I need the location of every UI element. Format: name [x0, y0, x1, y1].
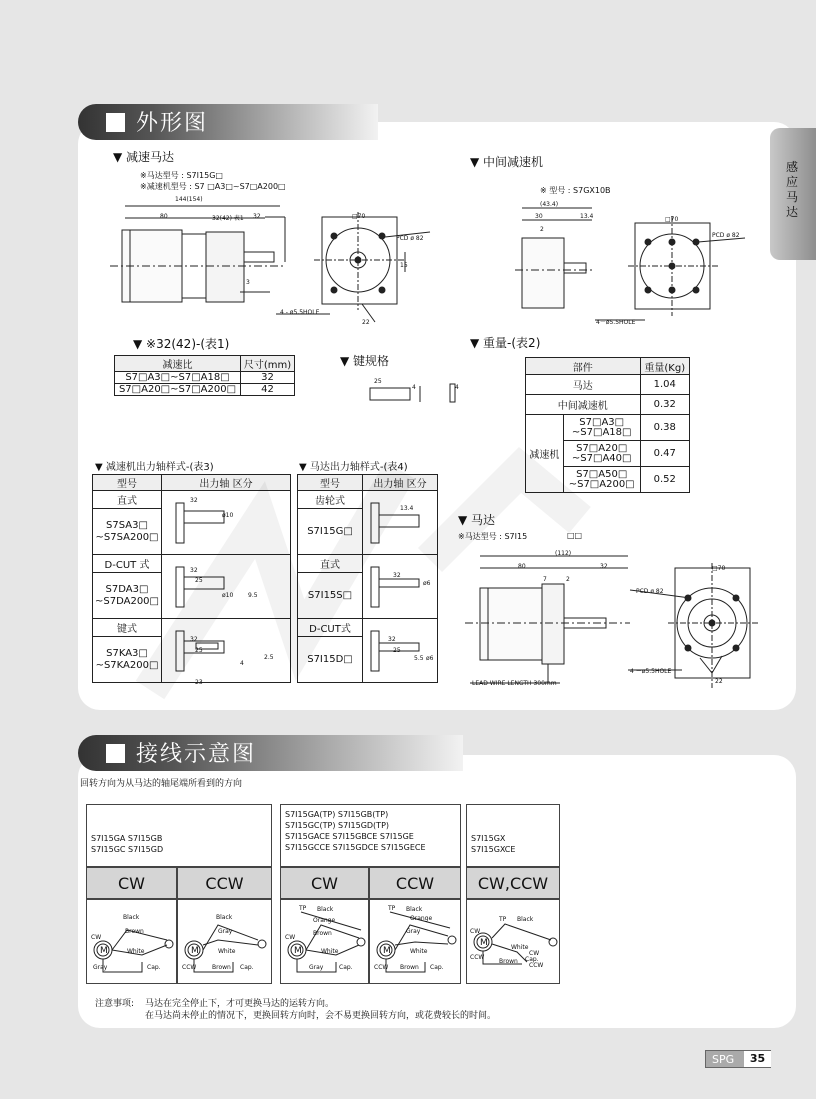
header-square-icon [106, 113, 125, 132]
t4-dim: 32 [393, 572, 401, 579]
wire-cap: Cap. [430, 964, 444, 971]
t3-dim: 32 [190, 497, 198, 504]
motor-dim: □70 [712, 565, 726, 572]
wire-black: Black [123, 914, 140, 921]
page-footer [705, 1050, 771, 1068]
motor-m-icon: M [480, 938, 488, 948]
gear-motor-model: ※马达型号 : S7I15G□ [140, 171, 223, 180]
wire-cap: Cap. [147, 964, 161, 971]
wire-white: White [218, 948, 236, 955]
label-cw: CW [86, 867, 177, 899]
table1-reduction-ratio [114, 355, 295, 396]
wire-cap: Cap. [525, 956, 539, 963]
dir-ccw: CCW [182, 964, 197, 971]
footer-brand: SPG [712, 1053, 735, 1066]
table4-model: S7I15G□ [298, 509, 363, 555]
wire-black: Black [406, 906, 423, 913]
t3-dim: 2.5 [264, 654, 274, 661]
dim-flange-square: □70 [352, 213, 366, 220]
label-ccw: CCW [177, 867, 272, 899]
table3-type: 键式 [93, 619, 162, 637]
wire-brown: Brown [313, 930, 332, 937]
model-line: S7I15GCCE S7I15GDCE S7I15GECE [285, 843, 426, 852]
table4-model: S7I15D□ [298, 637, 363, 683]
table3-header: 型号 [93, 475, 162, 491]
wire-white: White [410, 948, 428, 955]
table1-cell: S7□A20□~S7□A200□ [115, 384, 241, 396]
table4-heading: ▼ 马达出力轴样式-(表4) [299, 462, 408, 473]
t4-dim: 25 [393, 647, 401, 654]
key-height: 4 [412, 384, 416, 391]
rotation-direction-note: 回转方向为从马达的轴尾端所看到的方向 [80, 779, 243, 789]
dir-ccw: CCW [529, 962, 544, 969]
wire-tp: TP [388, 905, 396, 912]
dim-offset: 15 [400, 262, 408, 269]
table1-header: 减速比 [115, 356, 241, 372]
model-line: S7I15GC(TP) S7I15GD(TP) [285, 821, 390, 830]
table3-type: 直式 [93, 491, 162, 509]
t4-dim: ø6 [423, 580, 431, 587]
table2-header: 重量(Kg) [640, 358, 689, 375]
model-box-gx [466, 804, 560, 867]
motor-dim: 4 －ø5.5HOLE [630, 668, 672, 675]
table4-header: 出力轴 区分 [363, 475, 438, 491]
table3-heading: ▼ 减速机出力轴样式-(表3) [95, 462, 214, 473]
table1-header: 尺寸(mm) [241, 356, 295, 372]
motor-dim: 2 [566, 576, 570, 583]
side-tab-induction-motor[interactable] [770, 128, 816, 260]
table3-model: S7KA3□ ~S7KA200□ [93, 637, 162, 683]
caution-label: 注意事项: [95, 999, 135, 1009]
table2-weight: 0.32 [640, 395, 689, 415]
table2-group: 减速机 [526, 415, 564, 493]
wire-gray: Gray [93, 964, 108, 971]
t3-dim: 23 [195, 679, 203, 686]
dim-shaft-key: 32 [253, 213, 261, 220]
wiring-diagram-gx [466, 899, 560, 984]
dir-cw: CW [285, 934, 296, 941]
t3-dim: ø10 [222, 592, 234, 599]
wire-black: Black [216, 914, 233, 921]
t4-dim: 32 [388, 636, 396, 643]
wire-cap: Cap. [240, 964, 254, 971]
gear-motor-heading: ▼ 减速马达 [113, 150, 175, 164]
table2-part: S7□A50□ ~S7□A200□ [563, 467, 640, 493]
wire-tp: TP [299, 905, 307, 912]
table3-model: S7SA3□ ~S7SA200□ [93, 509, 162, 555]
table3-shaft-drawing [162, 619, 291, 683]
t4-dim: 13.4 [400, 505, 414, 512]
table3-shaft-drawing [162, 555, 291, 619]
header-square-icon [106, 744, 125, 763]
model-line: S7I15GX [471, 834, 506, 843]
model-line: S7I15GA S7I15GB [91, 834, 163, 843]
wire-white: White [127, 948, 145, 955]
model-box-standard [86, 804, 272, 867]
key-length: 25 [374, 378, 382, 385]
table3-shaft-drawing [162, 491, 291, 555]
section-header-wiring [78, 735, 463, 771]
wire-orange: Orange [410, 915, 433, 922]
table4-header: 型号 [298, 475, 363, 491]
gearbox-model: ※减速机型号 : S7 □A3□~S7□A200□ [140, 182, 286, 191]
section-title-outline: 外形图 [136, 111, 209, 136]
dim-int-square: □70 [665, 216, 679, 223]
section-title-wiring: 接线示意图 [136, 742, 257, 767]
dim-int-shaft: 13.4 [580, 213, 594, 220]
motor-dim: PCD ø 82 [636, 588, 664, 595]
table3-type: D-CUT 式 [93, 555, 162, 573]
dim-int-pcd: PCD ø 82 [712, 232, 740, 239]
dim-int-hole: 4－ø5.5HOLE [596, 319, 636, 326]
table2-weight: 0.52 [640, 467, 689, 493]
table1-heading: ▼ ※32(42)-(表1) [133, 337, 230, 351]
dir-ccw: CCW [374, 964, 389, 971]
table2-part: S7□A3□ ~S7□A18□ [563, 415, 640, 441]
model-line: S7I15GC S7I15GD [91, 845, 164, 854]
table1-cell: S7□A3□~S7□A18□ [115, 372, 241, 384]
wire-white: White [511, 944, 529, 951]
model-line: S7I15GA(TP) S7I15GB(TP) [285, 810, 389, 819]
motor-m-icon: M [294, 946, 302, 956]
dir-cw-left: CW [470, 928, 481, 935]
intermediate-drawing [510, 198, 750, 328]
motor-dim: 7 [543, 576, 547, 583]
dir-cw: CW [91, 934, 102, 941]
table2-part: S7□A20□ ~S7□A40□ [563, 441, 640, 467]
intermediate-heading: ▼ 中间减速机 [470, 155, 544, 169]
t3-dim: 25 [195, 647, 203, 654]
wiring-diagram-cw [86, 899, 177, 984]
t3-dim: 32 [190, 636, 198, 643]
dir-ccw-left: CCW [470, 954, 485, 961]
table4-type: 直式 [298, 555, 363, 573]
t3-dim: 9.5 [248, 592, 258, 599]
wiring-diagram-ccw [177, 899, 272, 984]
wire-brown: Brown [125, 928, 144, 935]
dim-shaft-length: 32(42) 表1 [212, 215, 244, 222]
motor-m-icon: M [191, 946, 199, 956]
dim-hole: 4 - ø5.5HOLE [280, 309, 320, 316]
dir-cw: CW [529, 950, 540, 957]
wire-white: White [321, 948, 339, 955]
motor-model-suffix: □□ [567, 531, 583, 540]
motor-dim: (112) [555, 550, 572, 557]
wiring-diagram-tp-cw [280, 899, 369, 984]
table3-gearbox-shaft [92, 474, 291, 683]
wire-tp: TP [499, 916, 507, 923]
motor-dim: 80 [518, 563, 526, 570]
table3-model: S7DA3□ ~S7DA200□ [93, 573, 162, 619]
table2-weight: 1.04 [640, 375, 689, 395]
motor-lead-wire: LEAD WIRE LENGTH 300mm [472, 680, 557, 687]
caution-line-1: 马达在完全停止下，才可更换马达的运转方向。 [145, 999, 335, 1009]
t3-dim: ø10 [222, 512, 234, 519]
dim-pcd: PCD ø 82 [396, 235, 424, 242]
wire-gray: Gray [406, 928, 421, 935]
t4-dim: 5.5 [414, 655, 424, 662]
wiring-diagram-tp-ccw [369, 899, 461, 984]
gear-motor-drawing [100, 192, 450, 332]
caution-line-2: 在马达尚未停止的情况下，更换回转方向时，会不易更换回转方向，或花费较长的时间。 [145, 1011, 497, 1021]
table1-cell: 32 [241, 372, 295, 384]
label-cw: CW [280, 867, 369, 899]
table4-type: 齿轮式 [298, 491, 363, 509]
table4-model: S7I15S□ [298, 573, 363, 619]
motor-m-icon: M [383, 946, 391, 956]
wire-black: Black [317, 906, 334, 913]
t4-dim: ø6 [426, 655, 434, 662]
dim-int-body: 30 [535, 213, 543, 220]
table2-part: 马达 [526, 375, 641, 395]
wire-black: Black [517, 916, 534, 923]
table2-weight: 0.47 [640, 441, 689, 467]
model-line: S7I15GACE S7I15GBCE S7I15GE [285, 832, 414, 841]
t3-dim: 32 [190, 567, 198, 574]
dim-angle: 22 [362, 319, 370, 326]
motor-heading: ▼ 马达 [458, 513, 496, 527]
table2-header: 部件 [526, 358, 641, 375]
table4-type: D-CUT式 [298, 619, 363, 637]
dim-int-step: 2 [540, 226, 544, 233]
table2-weight: 0.38 [640, 415, 689, 441]
wire-gray: Gray [309, 964, 324, 971]
dim-int-length: (43.4) [540, 201, 559, 208]
dim-step: 3 [246, 279, 250, 286]
section-header-outline [78, 104, 378, 140]
intermediate-model: ※ 型号 : S7GX10B [540, 186, 611, 195]
motor-dim: 22 [715, 678, 723, 685]
key-width: 4 [455, 384, 459, 391]
label-cw-ccw: CW,CCW [466, 867, 560, 899]
dim-overall-length: 144(154) [175, 196, 203, 203]
table4-motor-shaft [297, 474, 438, 683]
table2-part: 中间减速机 [526, 395, 641, 415]
table3-header: 出力轴 区分 [162, 475, 291, 491]
motor-m-icon: M [100, 946, 108, 956]
label-ccw: CCW [369, 867, 461, 899]
wire-gray: Gray [218, 928, 233, 935]
motor-model: ※马达型号 : S7I15 [458, 532, 528, 541]
wire-orange: Orange [313, 917, 336, 924]
dim-motor-length: 80 [160, 213, 168, 220]
model-box-tp [280, 804, 461, 867]
wire-brown: Brown [499, 958, 518, 965]
table4-shaft-drawing [363, 491, 438, 555]
t3-dim: 25 [195, 577, 203, 584]
motor-dim: 32 [600, 563, 608, 570]
table1-cell: 42 [241, 384, 295, 396]
table2-weight [525, 357, 690, 493]
key-heading: ▼ 键规格 [340, 354, 390, 368]
table2-heading: ▼ 重量-(表2) [470, 336, 541, 350]
model-line: S7I15GXCE [471, 845, 516, 854]
side-tab-label: 感应马达 [786, 160, 799, 219]
page-number: 35 [744, 1051, 771, 1067]
t3-dim: 4 [240, 660, 244, 667]
wire-cap: Cap. [339, 964, 353, 971]
wire-brown: Brown [212, 964, 231, 971]
wire-brown: Brown [400, 964, 419, 971]
